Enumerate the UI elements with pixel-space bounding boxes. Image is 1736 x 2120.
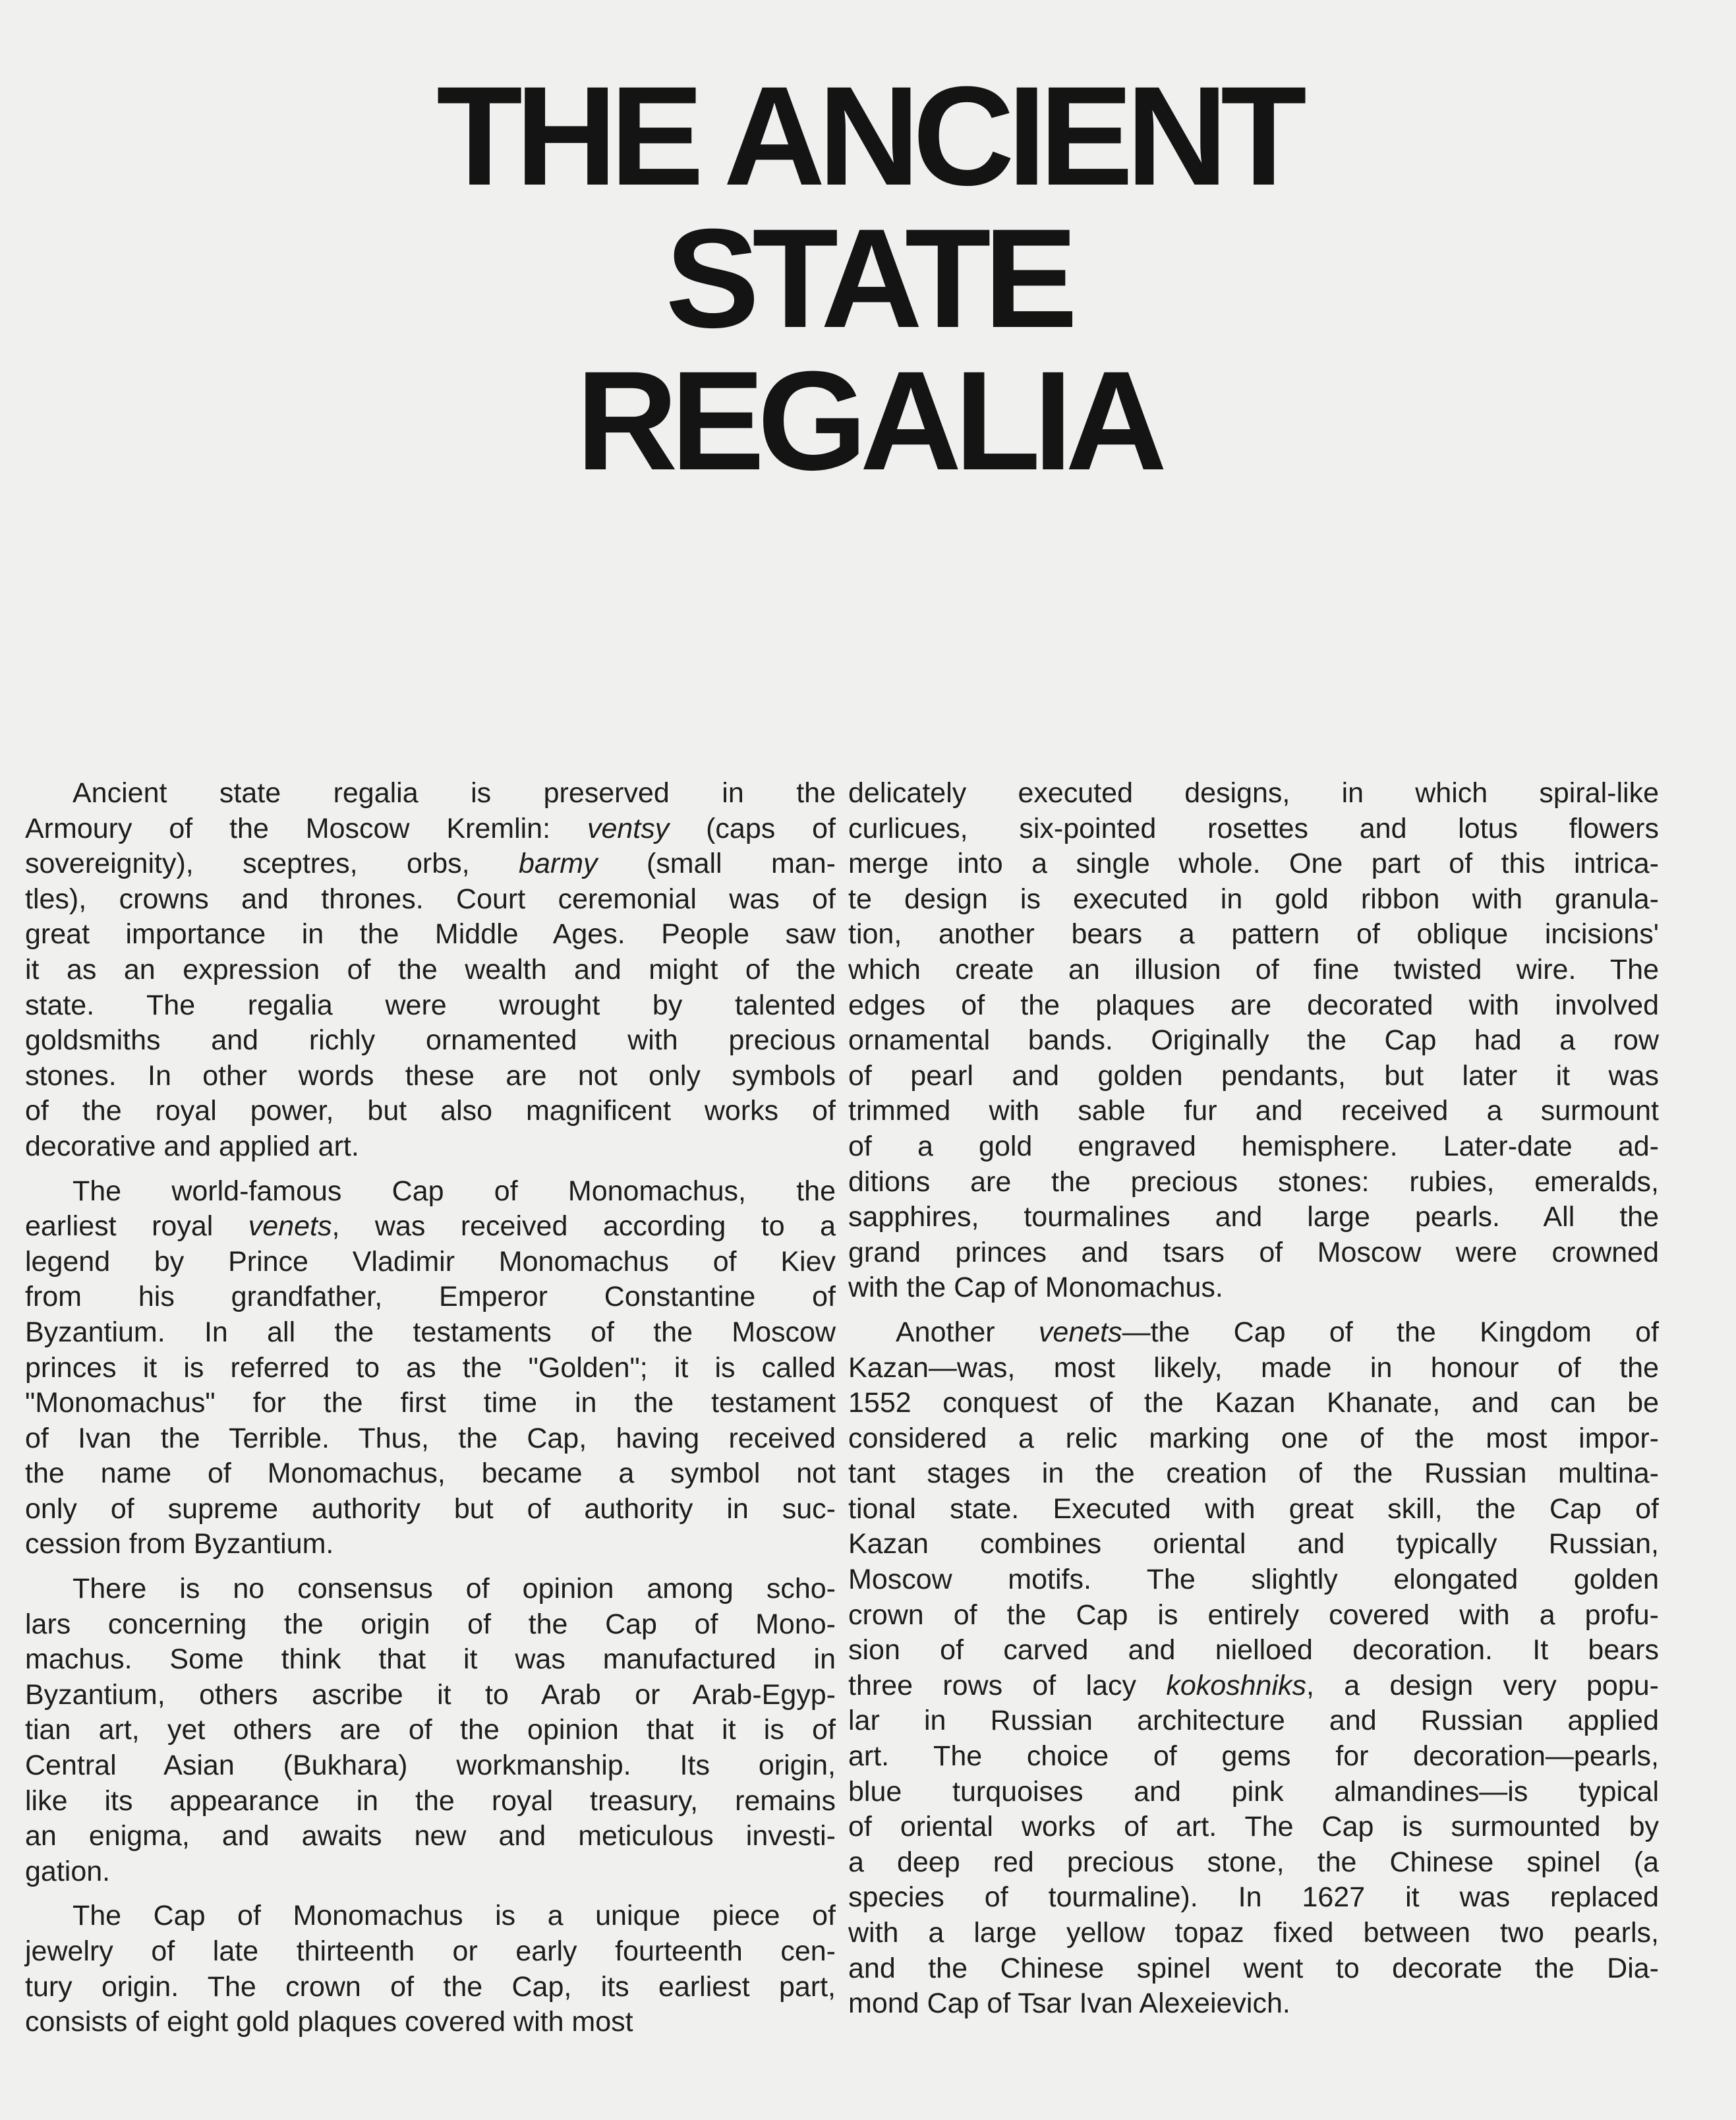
left-paragraph (25, 1572, 836, 1889)
text-line: sion of carved and nielloed decoration. It bears (848, 1634, 1659, 1666)
text-line: of a gold engraved hemisphere. Later-date ad- (848, 1130, 1659, 1162)
text-line: of oriental works of art. The Cap is surmounted by (848, 1811, 1659, 1843)
text-line: The world-famous Cap of Monomachus, the (72, 1175, 836, 1207)
text-line: legend by Prince Vladimir Monomachus of Kiev (25, 1245, 836, 1278)
text-line: trimmed with sable fur and received a surmount (848, 1095, 1659, 1127)
text-line: state. The regalia were wrought by talented (25, 989, 836, 1021)
title-line-3: REGALIA (576, 342, 1160, 500)
text-line: sovereignity), sceptres, orbs, barmy (small man- (25, 848, 836, 880)
text-line: 1552 conquest of the Kazan Khanate, and can be (848, 1387, 1659, 1419)
text-line: merge into a single whole. One part of this intrica- (848, 848, 1659, 880)
text-line: from his grandfather, Emperor Constantine of (25, 1281, 836, 1313)
text-line: lar in Russian architecture and Russian applied (848, 1705, 1659, 1737)
text-line: Kazan—was, most likely, made in honour of the (848, 1351, 1659, 1384)
right-paragraph (848, 1315, 1659, 2022)
right-paragraph (848, 776, 1659, 1306)
text-line: Moscow motifs. The slightly elongated golden (848, 1564, 1659, 1596)
title-line-1: THE ANCIENT (436, 57, 1300, 215)
text-line: decorative and applied art. (25, 1130, 359, 1162)
text-line: the name of Monomachus, became a symbol not (25, 1458, 836, 1490)
text-line: three rows of lacy kokoshniks, a design very popu- (848, 1669, 1659, 1701)
text-line: tles), crowns and thrones. Court ceremonial was of (25, 883, 836, 915)
text-line: species of tourmaline). In 1627 it was replaced (848, 1881, 1659, 1914)
text-line: lars concerning the origin of the Cap of Mono- (25, 1608, 836, 1640)
text-line: with a large yellow topaz fixed between two pearls, (848, 1917, 1659, 1949)
text-line: a deep red precious stone, the Chinese spinel (a (848, 1846, 1659, 1878)
text-line: and the Chinese spinel went to decorate the Dia- (848, 1952, 1659, 1984)
title-line-2: STATE (665, 200, 1071, 357)
text-line: grand princes and tsars of Moscow were crowned (848, 1236, 1659, 1268)
text-line: crown of the Cap is entirely covered with a profu- (848, 1599, 1659, 1631)
text-line: mond Cap of Tsar Ivan Alexeievich. (848, 1988, 1290, 2020)
text-line: Kazan combines oriental and typically Russian, (848, 1528, 1659, 1560)
text-line: great importance in the Middle Ages. People saw (25, 918, 836, 951)
text-line: tury origin. The crown of the Cap, its earliest part, (25, 1970, 836, 2003)
text-line: tion, another bears a pattern of oblique incisions' (848, 918, 1659, 951)
text-line: Ancient state regalia is preserved in the (72, 777, 836, 809)
text-line: The Cap of Monomachus is a unique piece of (72, 1900, 836, 1932)
text-line: There is no consensus of opinion among scho- (72, 1573, 836, 1605)
left-column (25, 776, 836, 2040)
text-line: stones. In other words these are not only symbols (25, 1059, 836, 1092)
text-line: Byzantium, others ascribe it to Arab or Arab-Egyp- (25, 1678, 836, 1711)
text-line: Byzantium. In all the testaments of the Moscow (25, 1316, 836, 1348)
text-line: an enigma, and awaits new and meticulous investi- (25, 1820, 836, 1852)
text-line: jewelry of late thirteenth or early fourteenth cen- (25, 1935, 836, 1967)
text-line: of Ivan the Terrible. Thus, the Cap, having received (25, 1422, 836, 1454)
text-line: te design is executed in gold ribbon with granula- (848, 883, 1659, 915)
text-line: machus. Some think that it was manufactured in (25, 1643, 836, 1676)
text-line: Another venets—the Cap of the Kingdom of (896, 1316, 1659, 1348)
right-column (848, 776, 1659, 2022)
text-line: ditions are the precious stones: rubies, emeralds, (848, 1165, 1659, 1198)
text-line: tional state. Executed with great skill, the Cap of (848, 1492, 1659, 1525)
text-line: ornamental bands. Originally the Cap had a row (848, 1024, 1659, 1057)
text-line: which create an illusion of fine twisted wire. The (848, 953, 1659, 986)
text-line: art. The choice of gems for decoration—pearls, (848, 1740, 1659, 1773)
left-paragraph (25, 1899, 836, 2040)
left-paragraph (25, 776, 836, 1165)
text-line: delicately executed designs, in which spiral-like (848, 777, 1659, 809)
text-line: consists of eight gold plaques covered with most (25, 2006, 633, 2038)
text-line: of the royal power, but also magnificent works of (25, 1095, 836, 1127)
text-line: tant stages in the creation of the Russian multina- (848, 1458, 1659, 1490)
text-line: with the Cap of Monomachus. (848, 1272, 1223, 1304)
text-line: like its appearance in the royal treasury, remains (25, 1784, 836, 1817)
text-line: cession from Byzantium. (25, 1528, 334, 1560)
text-line: earliest royal venets, was received according to a (25, 1210, 836, 1243)
text-line: blue turquoises and pink almandines—is typical (848, 1775, 1659, 1808)
text-line: sapphires, tourmalines and large pearls. All the (848, 1201, 1659, 1233)
text-line: of pearl and golden pendants, but later it was (848, 1059, 1659, 1092)
text-line: Armoury of the Moscow Kremlin: ventsy (caps of (25, 812, 836, 844)
text-line: gation. (25, 1855, 111, 1887)
text-line: curlicues, six-pointed rosettes and lotus flowers (848, 812, 1659, 844)
text-line: "Monomachus" for the first time in the testament (25, 1387, 836, 1419)
text-line: tian art, yet others are of the opinion that it is of (25, 1714, 836, 1746)
text-line: Central Asian (Bukhara) workmanship. Its origin, (25, 1750, 836, 1782)
text-line: goldsmiths and richly ornamented with precious (25, 1024, 836, 1057)
text-line: edges of the plaques are decorated with involved (848, 989, 1659, 1021)
text-line: princes it is referred to as the "Golden"; it is called (25, 1351, 836, 1384)
text-line: only of supreme authority but of authority in suc- (25, 1492, 836, 1525)
left-paragraph (25, 1174, 836, 1563)
text-line: it as an expression of the wealth and might of the (25, 953, 836, 986)
text-line: considered a relic marking one of the most impor- (848, 1422, 1659, 1454)
